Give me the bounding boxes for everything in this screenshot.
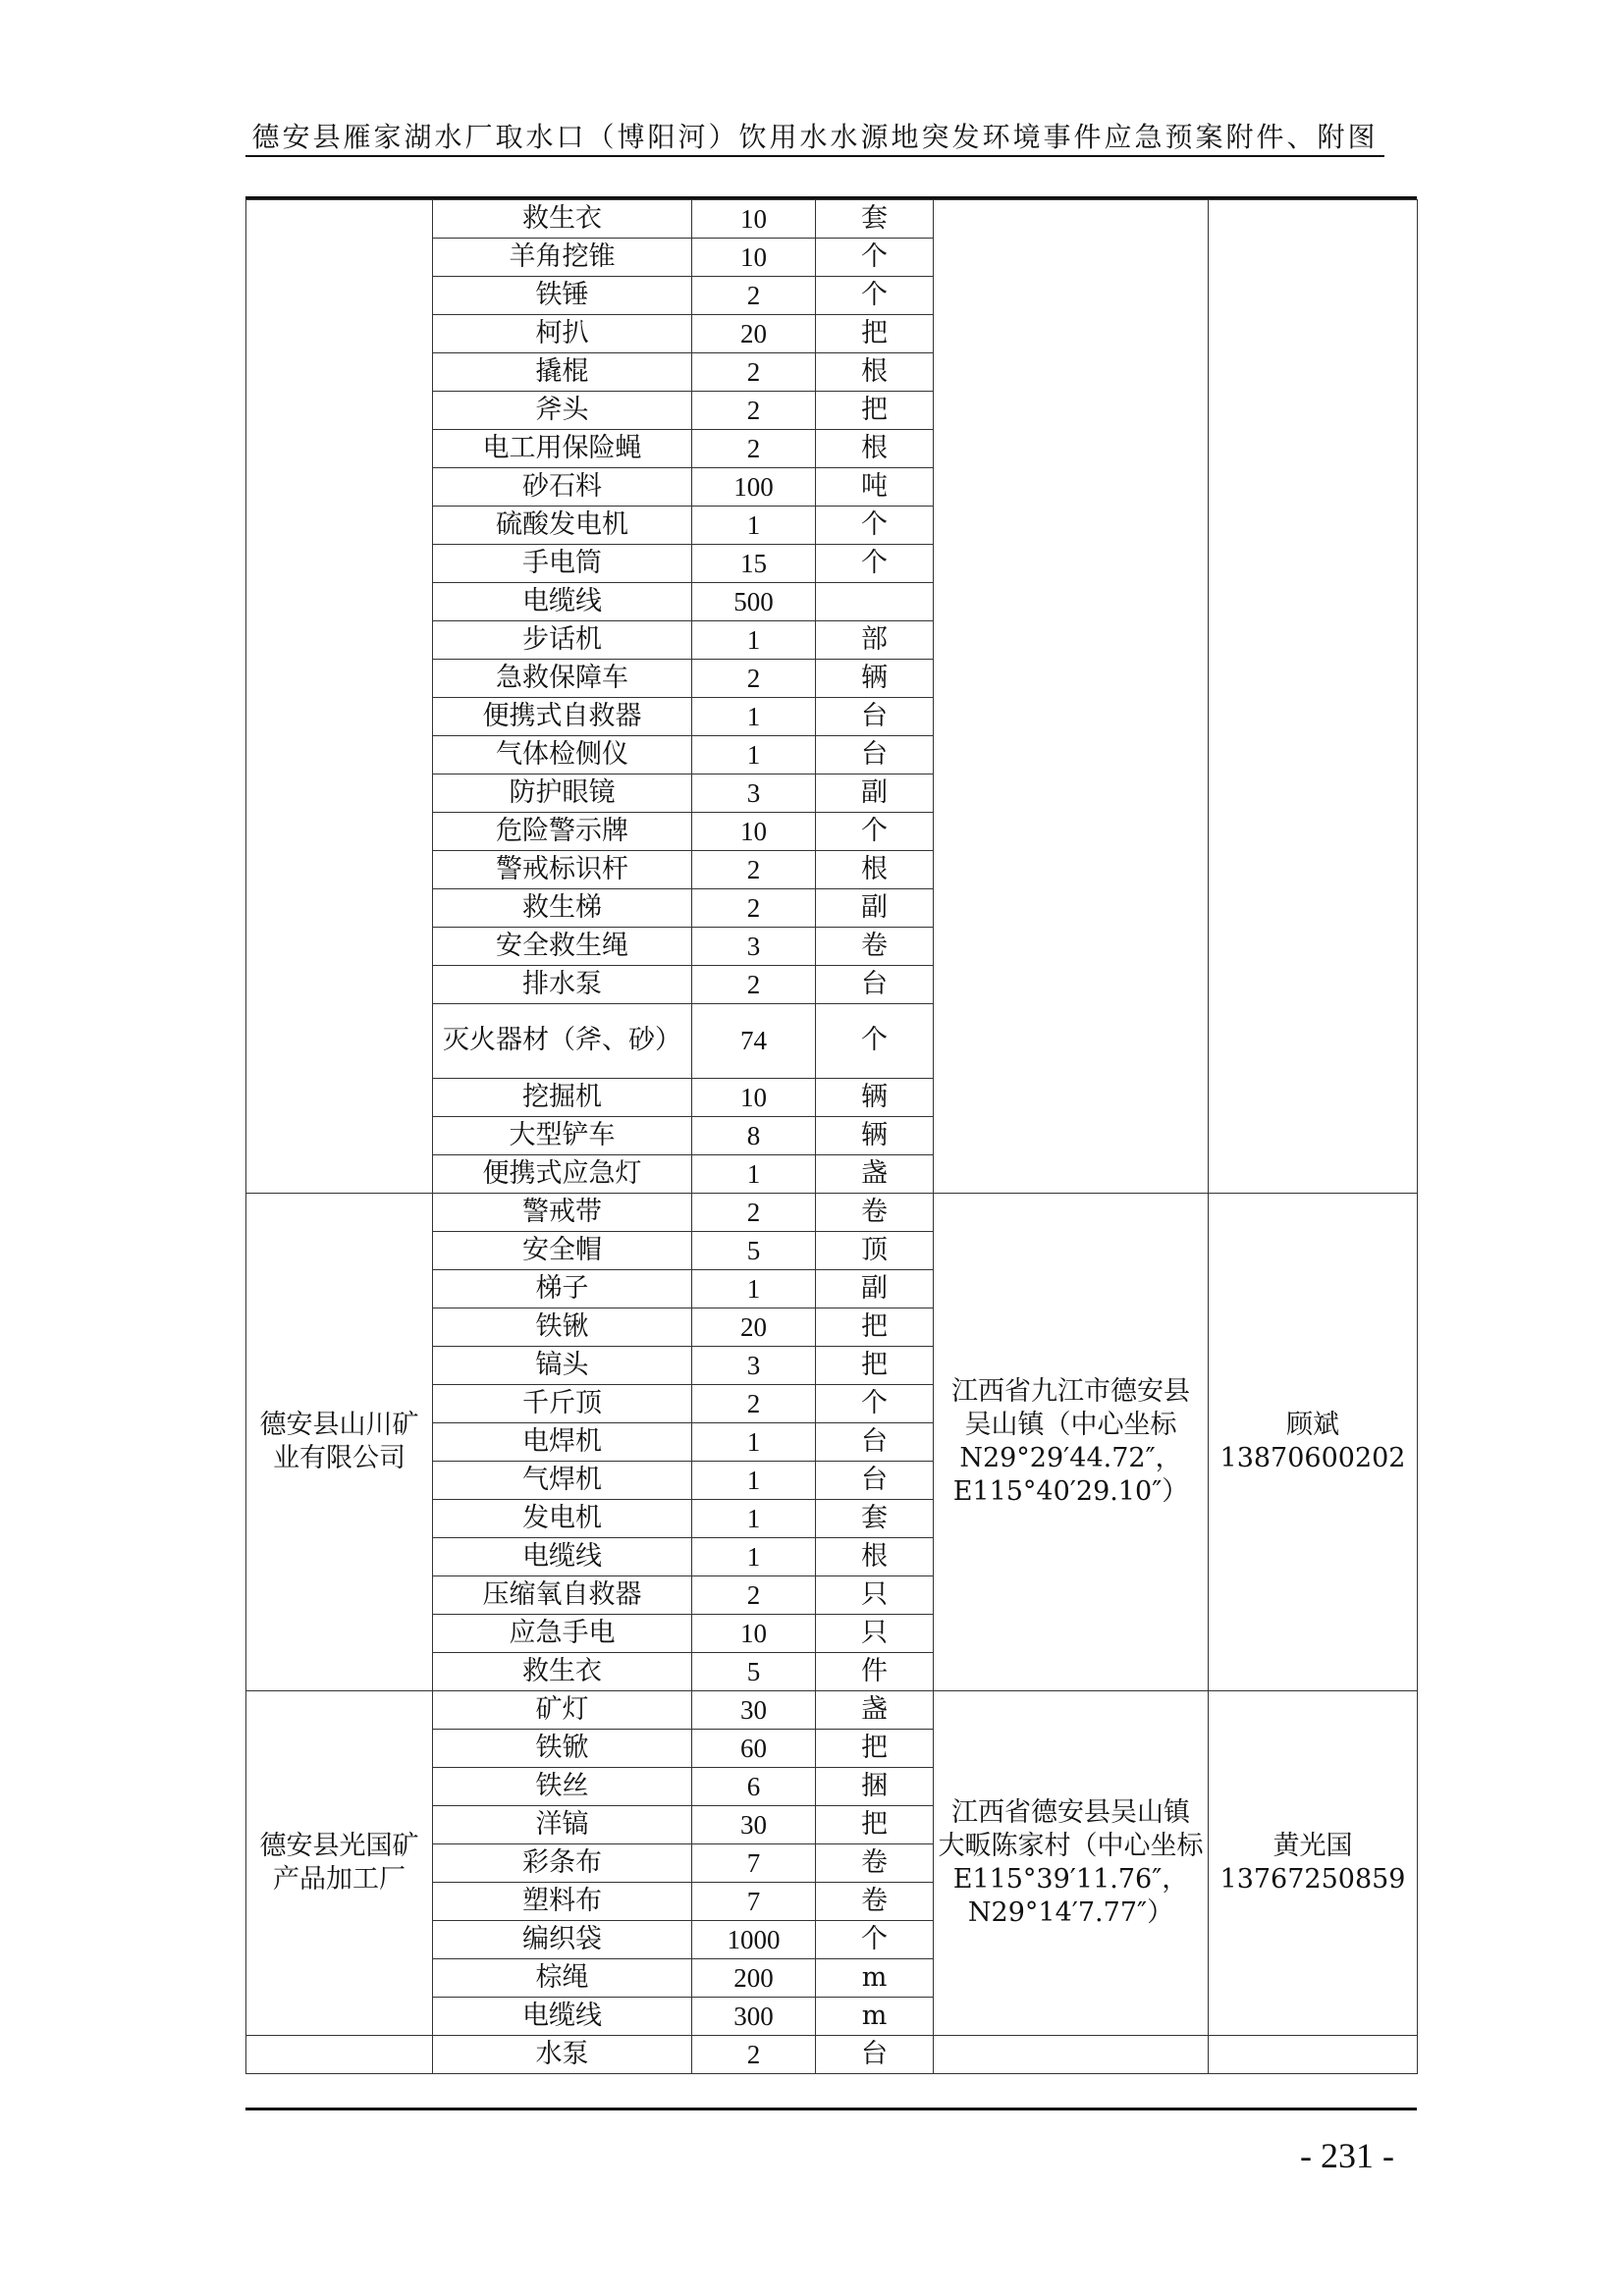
item-name-cell: 梯子 <box>433 1270 692 1308</box>
item-name-cell: 救生衣 <box>433 200 692 239</box>
contact-phone: 13870600202 <box>1219 1443 1406 1473</box>
company-cell <box>246 2036 433 2074</box>
item-name-cell: 撬棍 <box>433 353 692 392</box>
quantity-cell: 1 <box>692 1155 816 1194</box>
address-line: 大畈陈家村（中心坐标 <box>938 1831 1204 1861</box>
quantity-cell: 100 <box>692 468 816 507</box>
quantity-cell: 60 <box>692 1730 816 1768</box>
quantity-cell: 2 <box>692 660 816 698</box>
item-name-cell: 安全帽 <box>433 1232 692 1270</box>
item-name-cell: 电工用保险蝇 <box>433 430 692 468</box>
unit-cell: 捆 <box>816 1768 934 1806</box>
item-name-cell: 发电机 <box>433 1500 692 1538</box>
item-name-cell: 彩条布 <box>433 1844 692 1883</box>
quantity-cell: 8 <box>692 1117 816 1155</box>
quantity-cell: 10 <box>692 200 816 239</box>
unit-cell: 卷 <box>816 1844 934 1883</box>
address-cell <box>934 1691 1209 2036</box>
item-name-cell: 砂石料 <box>433 468 692 507</box>
unit-cell: 卷 <box>816 1883 934 1921</box>
unit-cell: 把 <box>816 1347 934 1385</box>
unit-cell: 吨 <box>816 468 934 507</box>
header-rule <box>245 155 1384 157</box>
contact-cell <box>1209 1691 1418 2036</box>
table-row <box>246 2036 1418 2074</box>
quantity-cell: 500 <box>692 583 816 621</box>
unit-cell: 个 <box>816 1004 934 1079</box>
address-line: 吴山镇（中心坐标 <box>964 1410 1177 1440</box>
quantity-cell: 20 <box>692 1308 816 1347</box>
quantity-cell: 1 <box>692 1423 816 1462</box>
item-name-cell: 柯扒 <box>433 315 692 353</box>
unit-cell: 副 <box>816 1270 934 1308</box>
unit-cell: 部 <box>816 621 934 660</box>
quantity-cell: 20 <box>692 315 816 353</box>
quantity-cell: 2 <box>692 2036 816 2074</box>
unit-cell: 只 <box>816 1615 934 1653</box>
unit-cell: 套 <box>816 200 934 239</box>
quantity-cell: 74 <box>692 1004 816 1079</box>
unit-cell: m <box>816 1959 934 1998</box>
unit-cell: 台 <box>816 2036 934 2074</box>
item-name-cell: 急救保障车 <box>433 660 692 698</box>
quantity-cell: 2 <box>692 392 816 430</box>
table-row <box>246 200 1418 239</box>
contact-cell <box>1209 1194 1418 1691</box>
quantity-cell: 300 <box>692 1998 816 2036</box>
item-name-cell: 水泵 <box>433 2036 692 2074</box>
unit-cell: m <box>816 1998 934 2036</box>
company-cell <box>246 200 433 1194</box>
item-name-cell: 羊角挖锥 <box>433 239 692 277</box>
item-name-cell: 危险警示牌 <box>433 813 692 851</box>
item-name-cell: 铁锤 <box>433 277 692 315</box>
item-name-cell: 安全救生绳 <box>433 928 692 966</box>
quantity-cell: 6 <box>692 1768 816 1806</box>
unit-cell: 根 <box>816 1538 934 1576</box>
unit-cell: 把 <box>816 315 934 353</box>
quantity-cell: 5 <box>692 1653 816 1691</box>
company-name-line: 业有限公司 <box>273 1443 406 1473</box>
unit-cell: 个 <box>816 1385 934 1423</box>
quantity-cell: 1 <box>692 1500 816 1538</box>
quantity-cell: 7 <box>692 1844 816 1883</box>
address-line: 江西省德安县吴山镇 <box>951 1797 1190 1828</box>
quantity-cell: 30 <box>692 1806 816 1844</box>
item-name-cell: 手电筒 <box>433 545 692 583</box>
unit-cell: 个 <box>816 239 934 277</box>
contact-cell <box>1209 200 1418 1194</box>
quantity-cell: 1 <box>692 1538 816 1576</box>
item-name-cell: 排水泵 <box>433 966 692 1004</box>
quantity-cell: 2 <box>692 1385 816 1423</box>
quantity-cell: 2 <box>692 1576 816 1615</box>
unit-cell: 台 <box>816 1423 934 1462</box>
item-name-cell: 矿灯 <box>433 1691 692 1730</box>
quantity-cell: 10 <box>692 239 816 277</box>
item-name-cell: 救生梯 <box>433 889 692 928</box>
item-name-cell: 铁丝 <box>433 1768 692 1806</box>
address-cell <box>934 200 1209 1194</box>
unit-cell: 件 <box>816 1653 934 1691</box>
company-name-line: 产品加工厂 <box>273 1864 406 1895</box>
unit-cell: 副 <box>816 889 934 928</box>
page-number: - 231 - <box>1300 2136 1394 2175</box>
quantity-cell: 3 <box>692 928 816 966</box>
address-line: N29°14′7.77″） <box>967 1897 1174 1928</box>
item-name-cell: 电缆线 <box>433 583 692 621</box>
item-name-cell: 塑料布 <box>433 1883 692 1921</box>
item-name-cell: 压缩氧自救器 <box>433 1576 692 1615</box>
emergency-supplies-table <box>245 199 1418 2074</box>
document-header-title: 德安县雁家湖水厂取水口（博阳河）饮用水水源地突发环境事件应急预案附件、附图 <box>251 121 1379 153</box>
quantity-cell: 15 <box>692 545 816 583</box>
quantity-cell: 2 <box>692 430 816 468</box>
item-name-cell: 大型铲车 <box>433 1117 692 1155</box>
unit-cell: 套 <box>816 1500 934 1538</box>
unit-cell: 卷 <box>816 928 934 966</box>
item-name-cell: 警戒带 <box>433 1194 692 1232</box>
item-name-cell: 警戒标识杆 <box>433 851 692 889</box>
unit-cell: 根 <box>816 430 934 468</box>
unit-cell: 顶 <box>816 1232 934 1270</box>
contact-person: 顾斌 <box>1286 1410 1339 1440</box>
quantity-cell: 30 <box>692 1691 816 1730</box>
item-name-cell: 硫酸发电机 <box>433 507 692 545</box>
quantity-cell: 3 <box>692 1347 816 1385</box>
unit-cell: 把 <box>816 1308 934 1347</box>
address-line: 江西省九江市德安县 <box>951 1376 1190 1407</box>
unit-cell: 台 <box>816 1462 934 1500</box>
quantity-cell: 7 <box>692 1883 816 1921</box>
address-cell <box>934 1194 1209 1691</box>
item-name-cell: 气体检侧仪 <box>433 736 692 774</box>
unit-cell <box>816 583 934 621</box>
company-cell <box>246 1691 433 2036</box>
item-name-cell: 防护眼镜 <box>433 774 692 813</box>
item-name-cell: 镐头 <box>433 1347 692 1385</box>
quantity-cell: 1 <box>692 621 816 660</box>
quantity-cell: 2 <box>692 277 816 315</box>
unit-cell: 把 <box>816 1730 934 1768</box>
quantity-cell: 2 <box>692 353 816 392</box>
unit-cell: 根 <box>816 353 934 392</box>
unit-cell: 盏 <box>816 1691 934 1730</box>
item-name-cell: 便携式应急灯 <box>433 1155 692 1194</box>
item-name-cell: 洋镐 <box>433 1806 692 1844</box>
address-line: E115°40′29.10″） <box>952 1476 1189 1507</box>
quantity-cell: 5 <box>692 1232 816 1270</box>
contact-phone: 13767250859 <box>1219 1864 1406 1895</box>
table-row <box>246 1691 1418 1730</box>
address-line: N29°29′44.72″， <box>959 1443 1182 1473</box>
quantity-cell: 1 <box>692 736 816 774</box>
company-name-line: 德安县光国矿 <box>259 1831 419 1861</box>
quantity-cell: 1 <box>692 698 816 736</box>
unit-cell: 辆 <box>816 660 934 698</box>
table-bottom-rule <box>245 2108 1417 2110</box>
quantity-cell: 2 <box>692 1194 816 1232</box>
table-body <box>246 200 1418 2074</box>
quantity-cell: 1 <box>692 1270 816 1308</box>
item-name-cell: 应急手电 <box>433 1615 692 1653</box>
unit-cell: 把 <box>816 392 934 430</box>
quantity-cell: 3 <box>692 774 816 813</box>
item-name-cell: 电缆线 <box>433 1538 692 1576</box>
item-name-cell: 挖掘机 <box>433 1079 692 1117</box>
unit-cell: 卷 <box>816 1194 934 1232</box>
quantity-cell: 1 <box>692 507 816 545</box>
table-row <box>246 1194 1418 1232</box>
quantity-cell: 2 <box>692 966 816 1004</box>
item-name-cell: 便携式自救器 <box>433 698 692 736</box>
quantity-cell: 1 <box>692 1462 816 1500</box>
item-name-cell: 铁锹 <box>433 1308 692 1347</box>
unit-cell: 副 <box>816 774 934 813</box>
address-line: E115°39′11.76″， <box>952 1864 1189 1895</box>
quantity-cell: 10 <box>692 1079 816 1117</box>
item-name-cell: 棕绳 <box>433 1959 692 1998</box>
unit-cell: 台 <box>816 698 934 736</box>
unit-cell: 盏 <box>816 1155 934 1194</box>
unit-cell: 台 <box>816 736 934 774</box>
unit-cell: 个 <box>816 545 934 583</box>
quantity-cell: 2 <box>692 889 816 928</box>
unit-cell: 台 <box>816 966 934 1004</box>
address-cell <box>934 2036 1209 2074</box>
item-name-cell: 编织袋 <box>433 1921 692 1959</box>
quantity-cell: 1000 <box>692 1921 816 1959</box>
item-name-cell: 铁锨 <box>433 1730 692 1768</box>
item-name-cell: 千斤顶 <box>433 1385 692 1423</box>
item-name-cell: 步话机 <box>433 621 692 660</box>
item-name-cell: 灭火器材（斧、砂） <box>433 1004 692 1079</box>
contact-cell <box>1209 2036 1418 2074</box>
item-name-cell: 救生衣 <box>433 1653 692 1691</box>
quantity-cell: 2 <box>692 851 816 889</box>
item-name-cell: 电焊机 <box>433 1423 692 1462</box>
quantity-cell: 10 <box>692 813 816 851</box>
quantity-cell: 10 <box>692 1615 816 1653</box>
contact-person: 黄光国 <box>1272 1831 1353 1861</box>
unit-cell: 只 <box>816 1576 934 1615</box>
item-name-cell: 斧头 <box>433 392 692 430</box>
unit-cell: 根 <box>816 851 934 889</box>
item-name-cell: 电缆线 <box>433 1998 692 2036</box>
unit-cell: 辆 <box>816 1117 934 1155</box>
unit-cell: 个 <box>816 277 934 315</box>
unit-cell: 个 <box>816 813 934 851</box>
unit-cell: 辆 <box>816 1079 934 1117</box>
company-name-line: 德安县山川矿 <box>259 1410 419 1440</box>
unit-cell: 个 <box>816 507 934 545</box>
unit-cell: 个 <box>816 1921 934 1959</box>
company-cell <box>246 1194 433 1691</box>
quantity-cell: 200 <box>692 1959 816 1998</box>
item-name-cell: 气焊机 <box>433 1462 692 1500</box>
unit-cell: 把 <box>816 1806 934 1844</box>
